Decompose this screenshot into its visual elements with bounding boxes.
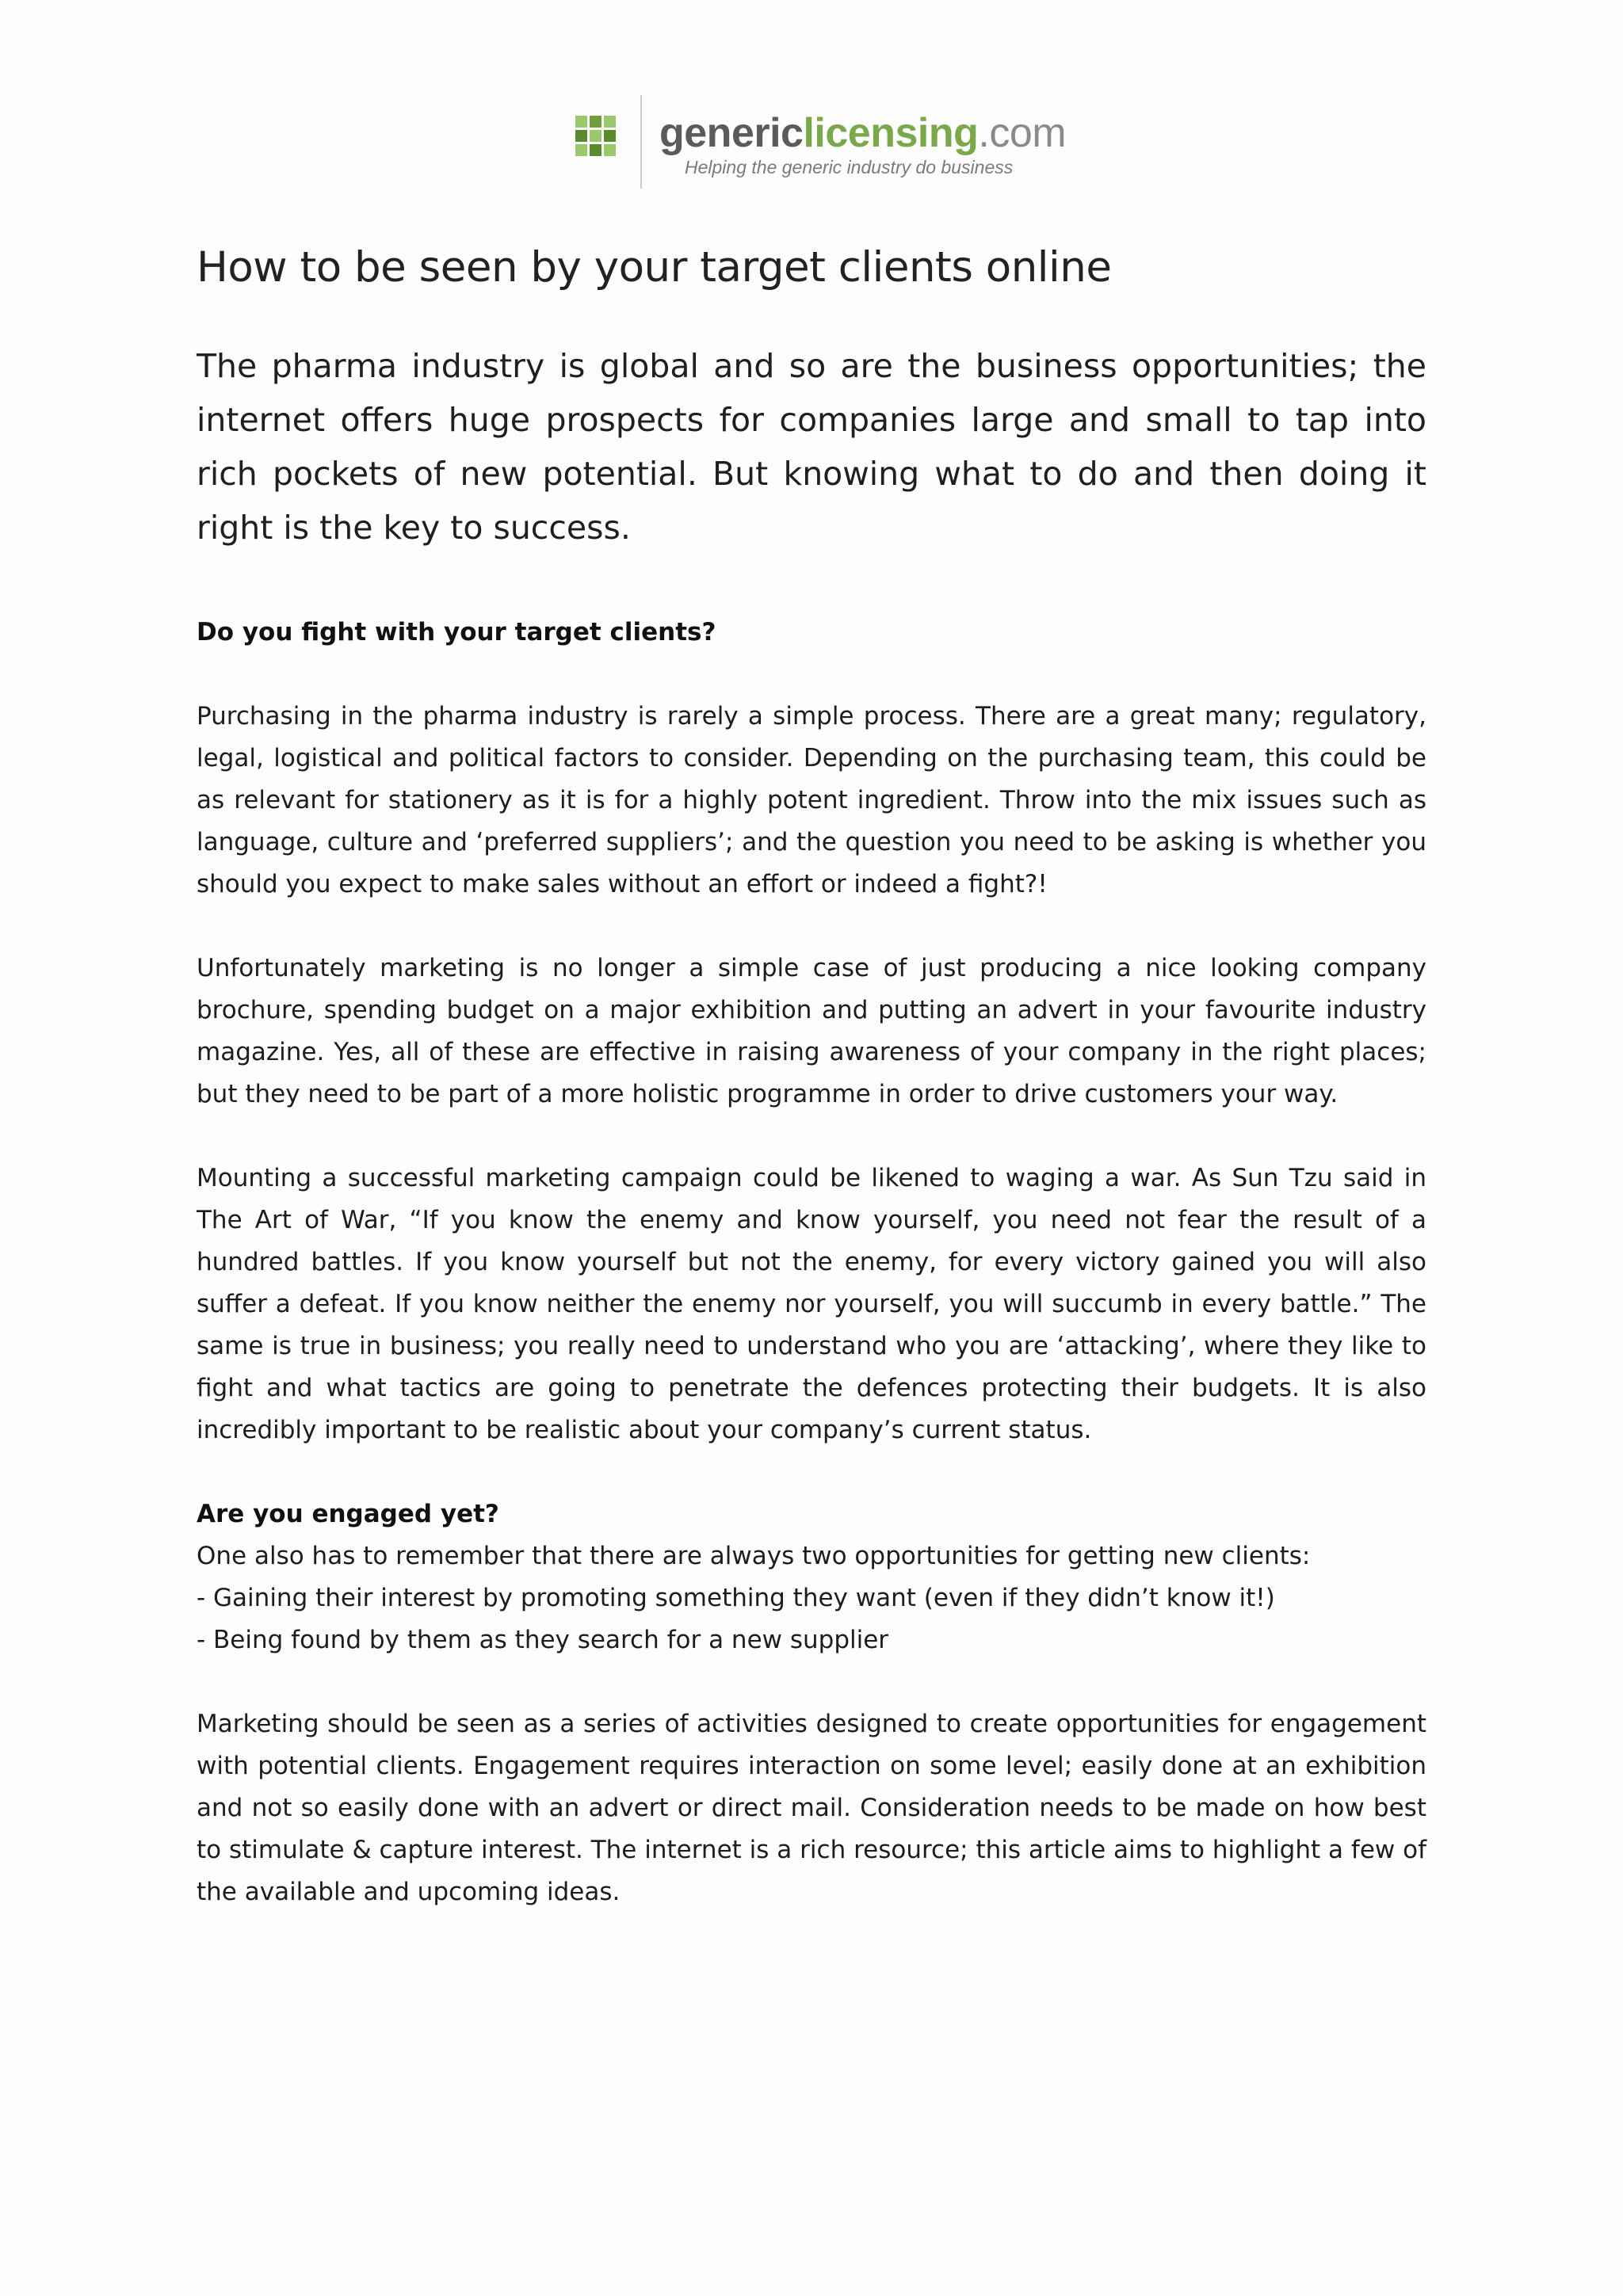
paragraph-opportunities-intro: One also has to remember that there are always two opportunities for getting new clients:	[197, 1542, 1311, 1570]
article-lead: The pharma industry is global and so are the business opportunities; the internet offers huge prospects for companies large and small to tap into rich pockets of new potential. But knowing what to do and then doing it right is the key to success.	[197, 347, 1426, 547]
logo-grid-icon	[575, 116, 617, 157]
list-item: - Being found by them as they search for a new supplier	[197, 1626, 889, 1654]
logo-name-generic: generic	[659, 110, 804, 156]
article-body	[197, 238, 1426, 1913]
list-item: - Gaining their interest by promoting something they want (even if they didn’t know it!)	[197, 1584, 1275, 1612]
paragraph-sun-tzu: Mounting a successful marketing campaign could be likened to waging a war. As Sun Tzu said in The Art of War, “If you know the enemy and know yourself, you need not fear the result of a hundred battles. If you know yourself but not the enemy, for every victory gained you will also suffer a defeat. If you know neither the enemy nor yourself, you will succumb in every battle.” The same is true in business; you really need to understand who you are ‘attacking’, where they like to fight and what tactics are going to penetrate the defences protecting their budgets. It is also incredibly important to be realistic about your company’s current status.	[197, 1164, 1426, 1444]
paragraph-purchasing: Purchasing in the pharma industry is rarely a simple process. There are a great many; regulatory, legal, logistical and political factors to consider. Depending on the purchasing team, this could be as relevant for stationery as it is for a highly potent ingredient. Throw into the mix issues such as language, culture and ‘preferred suppliers’; and the question you need to be asking is whether you should you expect to make sales without an effort or indeed a fight?!	[197, 702, 1426, 898]
logo-wordmark	[659, 109, 1066, 157]
logo-name-tld: .com	[978, 110, 1067, 156]
logo-tagline: Helping the generic industry do business	[685, 157, 1014, 177]
article-title: How to be seen by your target clients online	[197, 243, 1112, 292]
paragraph-engagement: Marketing should be seen as a series of activities designed to create opportunities for engagement with potential clients. Engagement requires interaction on some level; easily done at an exhibition and not so easily done with an advert or direct mail. Consideration needs to be made on how best to stimulate & capture interest. The internet is a rich resource; this article aims to highlight a few of the available and upcoming ideas.	[197, 1710, 1426, 1906]
genericlicensing-logo[interactable]	[575, 93, 1067, 190]
section-heading-engaged: Are you engaged yet?	[197, 1500, 499, 1528]
logo-name-licensing: licensing	[803, 110, 979, 156]
section-heading-fight: Do you fight with your target clients?	[197, 618, 716, 646]
paragraph-marketing: Unfortunately marketing is no longer a simple case of just producing a nice looking company brochure, spending budget on a major exhibition and putting an advert in your favourite industry magazine. Yes, all of these are effective in raising awareness of your company in the right places; but they need to be part of a more holistic programme in order to drive customers your way.	[197, 954, 1426, 1108]
logo-divider	[640, 95, 642, 189]
